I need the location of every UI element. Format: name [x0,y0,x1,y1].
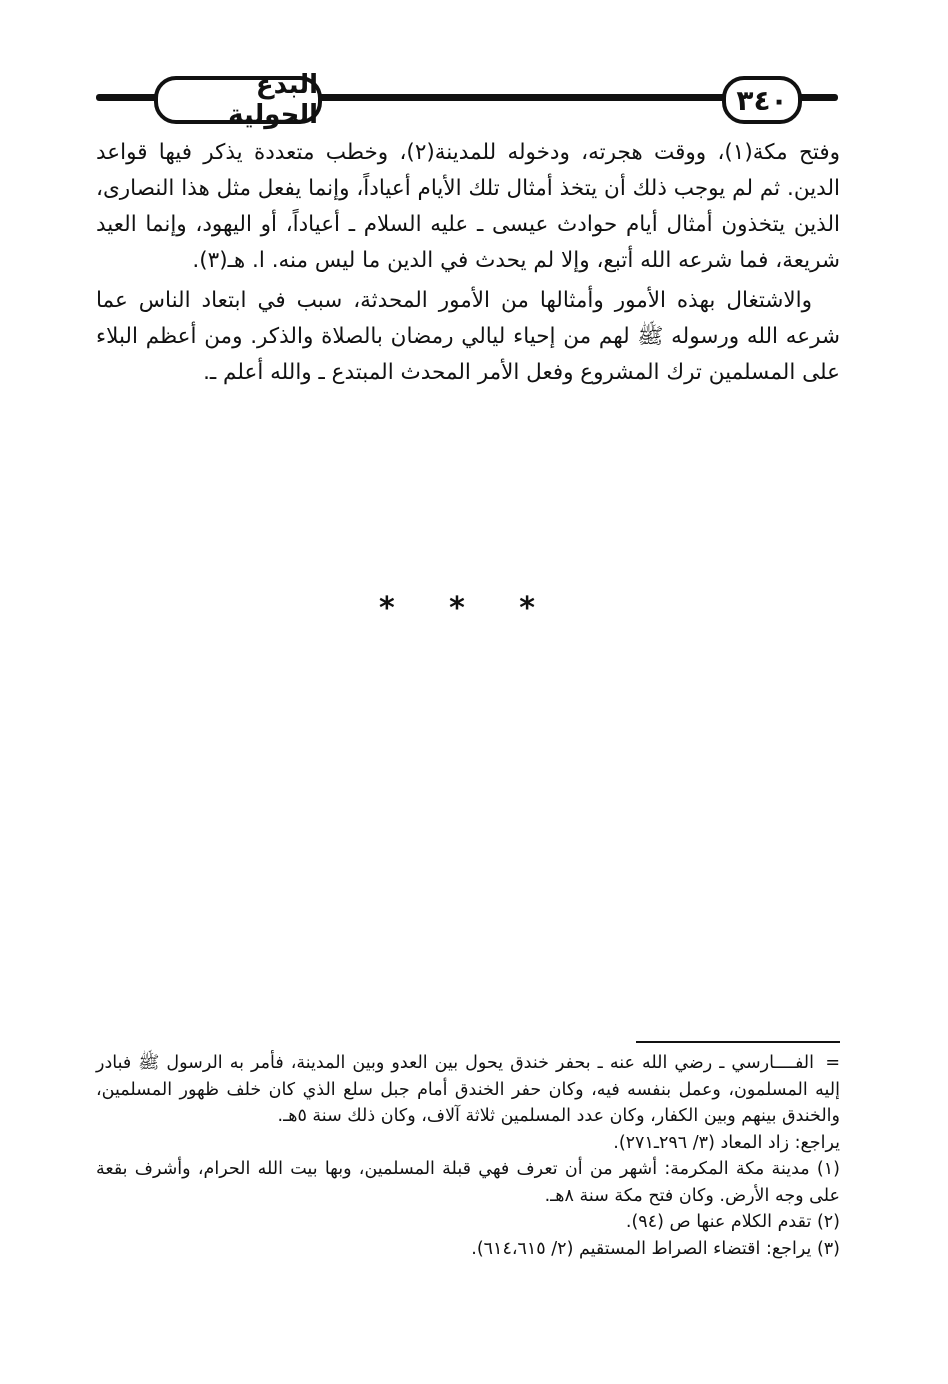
body-paragraph-1: وفتح مكة(١)، ووقت هجرته، ودخوله للمدينة(٢)، وخطب متعددة يذكر فيها قواعد الدين. ثم لم يوجب ذلك أن يتخذ أمثال تلك الأيام أعياداً، وإنما يفعل مثل هذا النصارى، الذين يتخذون أمثال أيام حوادث عيسى ـ عليه السلام ـ أعياداً، أو اليهود، وإنما العيد شريعة، فما شرعه الله أتبع، وإلا لم يحدث في الدين ما ليس منه. ا. هـ(٣). [96,140,840,273]
footnote-marker: (١) [816,1159,840,1179]
footnote-text: تقدم الكلام عنها ص (٩٤). [625,1212,812,1232]
main-text [96,135,840,626]
footnote-3 [96,1236,840,1263]
page-header [96,70,838,130]
footnote-divider [636,1041,840,1043]
footnote-2 [96,1209,840,1236]
header-rule-left [96,94,158,101]
continuation-text: الفــــارسي ـ رضي الله عنه ـ بحفر خندق يحول بين العدو وبين المدينة، فأمر به الرسول ﷺ فبادر إليه المسلمون، وعمل بنفسه فيه، وكان حفر الخندق أمام جبل سلع الذي كان خلف ظهور المسلمين، والخندق بينهم وبين الكفار، وكان عدد المسلمين ثلاثة آلاف، وكان ذلك سنة ٥هـ. [96,1053,840,1126]
continuation-mark: = [825,1053,840,1073]
body-paragraph-2: والاشتغال بهذه الأمور وأمثالها من الأمور المحدثة، سبب في ابتعاد الناس عما شرعه الله ورسوله ﷺ لهم من إحياء ليالي رمضان بالصلاة والذكر. ومن أعظم البلاء على المسلمين ترك المشروع وفعل الأمر المحدث المبتدع ـ والله أعلم ـ. [96,288,840,385]
page-number: ٣٤٠ [722,76,802,124]
footnote-marker: (٣) [816,1238,840,1259]
footnote-continuation-ref: يراجع: زاد المعاد (٣/ ٢٩٦ـ٢٧١). [613,1132,840,1153]
footnote-marker: (٢) [816,1212,840,1232]
footnote-text: يراجع: اقتضاء الصراط المستقيم (٢/ ٦١٤،٦١٥). [471,1238,812,1259]
footnote-continuation [96,1050,840,1130]
running-title: البدع الحولية [154,76,322,124]
footnotes [96,1050,840,1262]
header-rule-right [802,94,838,101]
section-separator: * * * [379,591,557,626]
footnote-text: مدينة مكة المكرمة: أشهر من أن تعرف فهي قبلة المسلمين، وبها بيت الله الحرام، وأشرف بقعة على وجه الأرض. وكان فتح مكة سنة ٨هـ. [96,1159,840,1206]
footnote-1 [96,1156,840,1209]
